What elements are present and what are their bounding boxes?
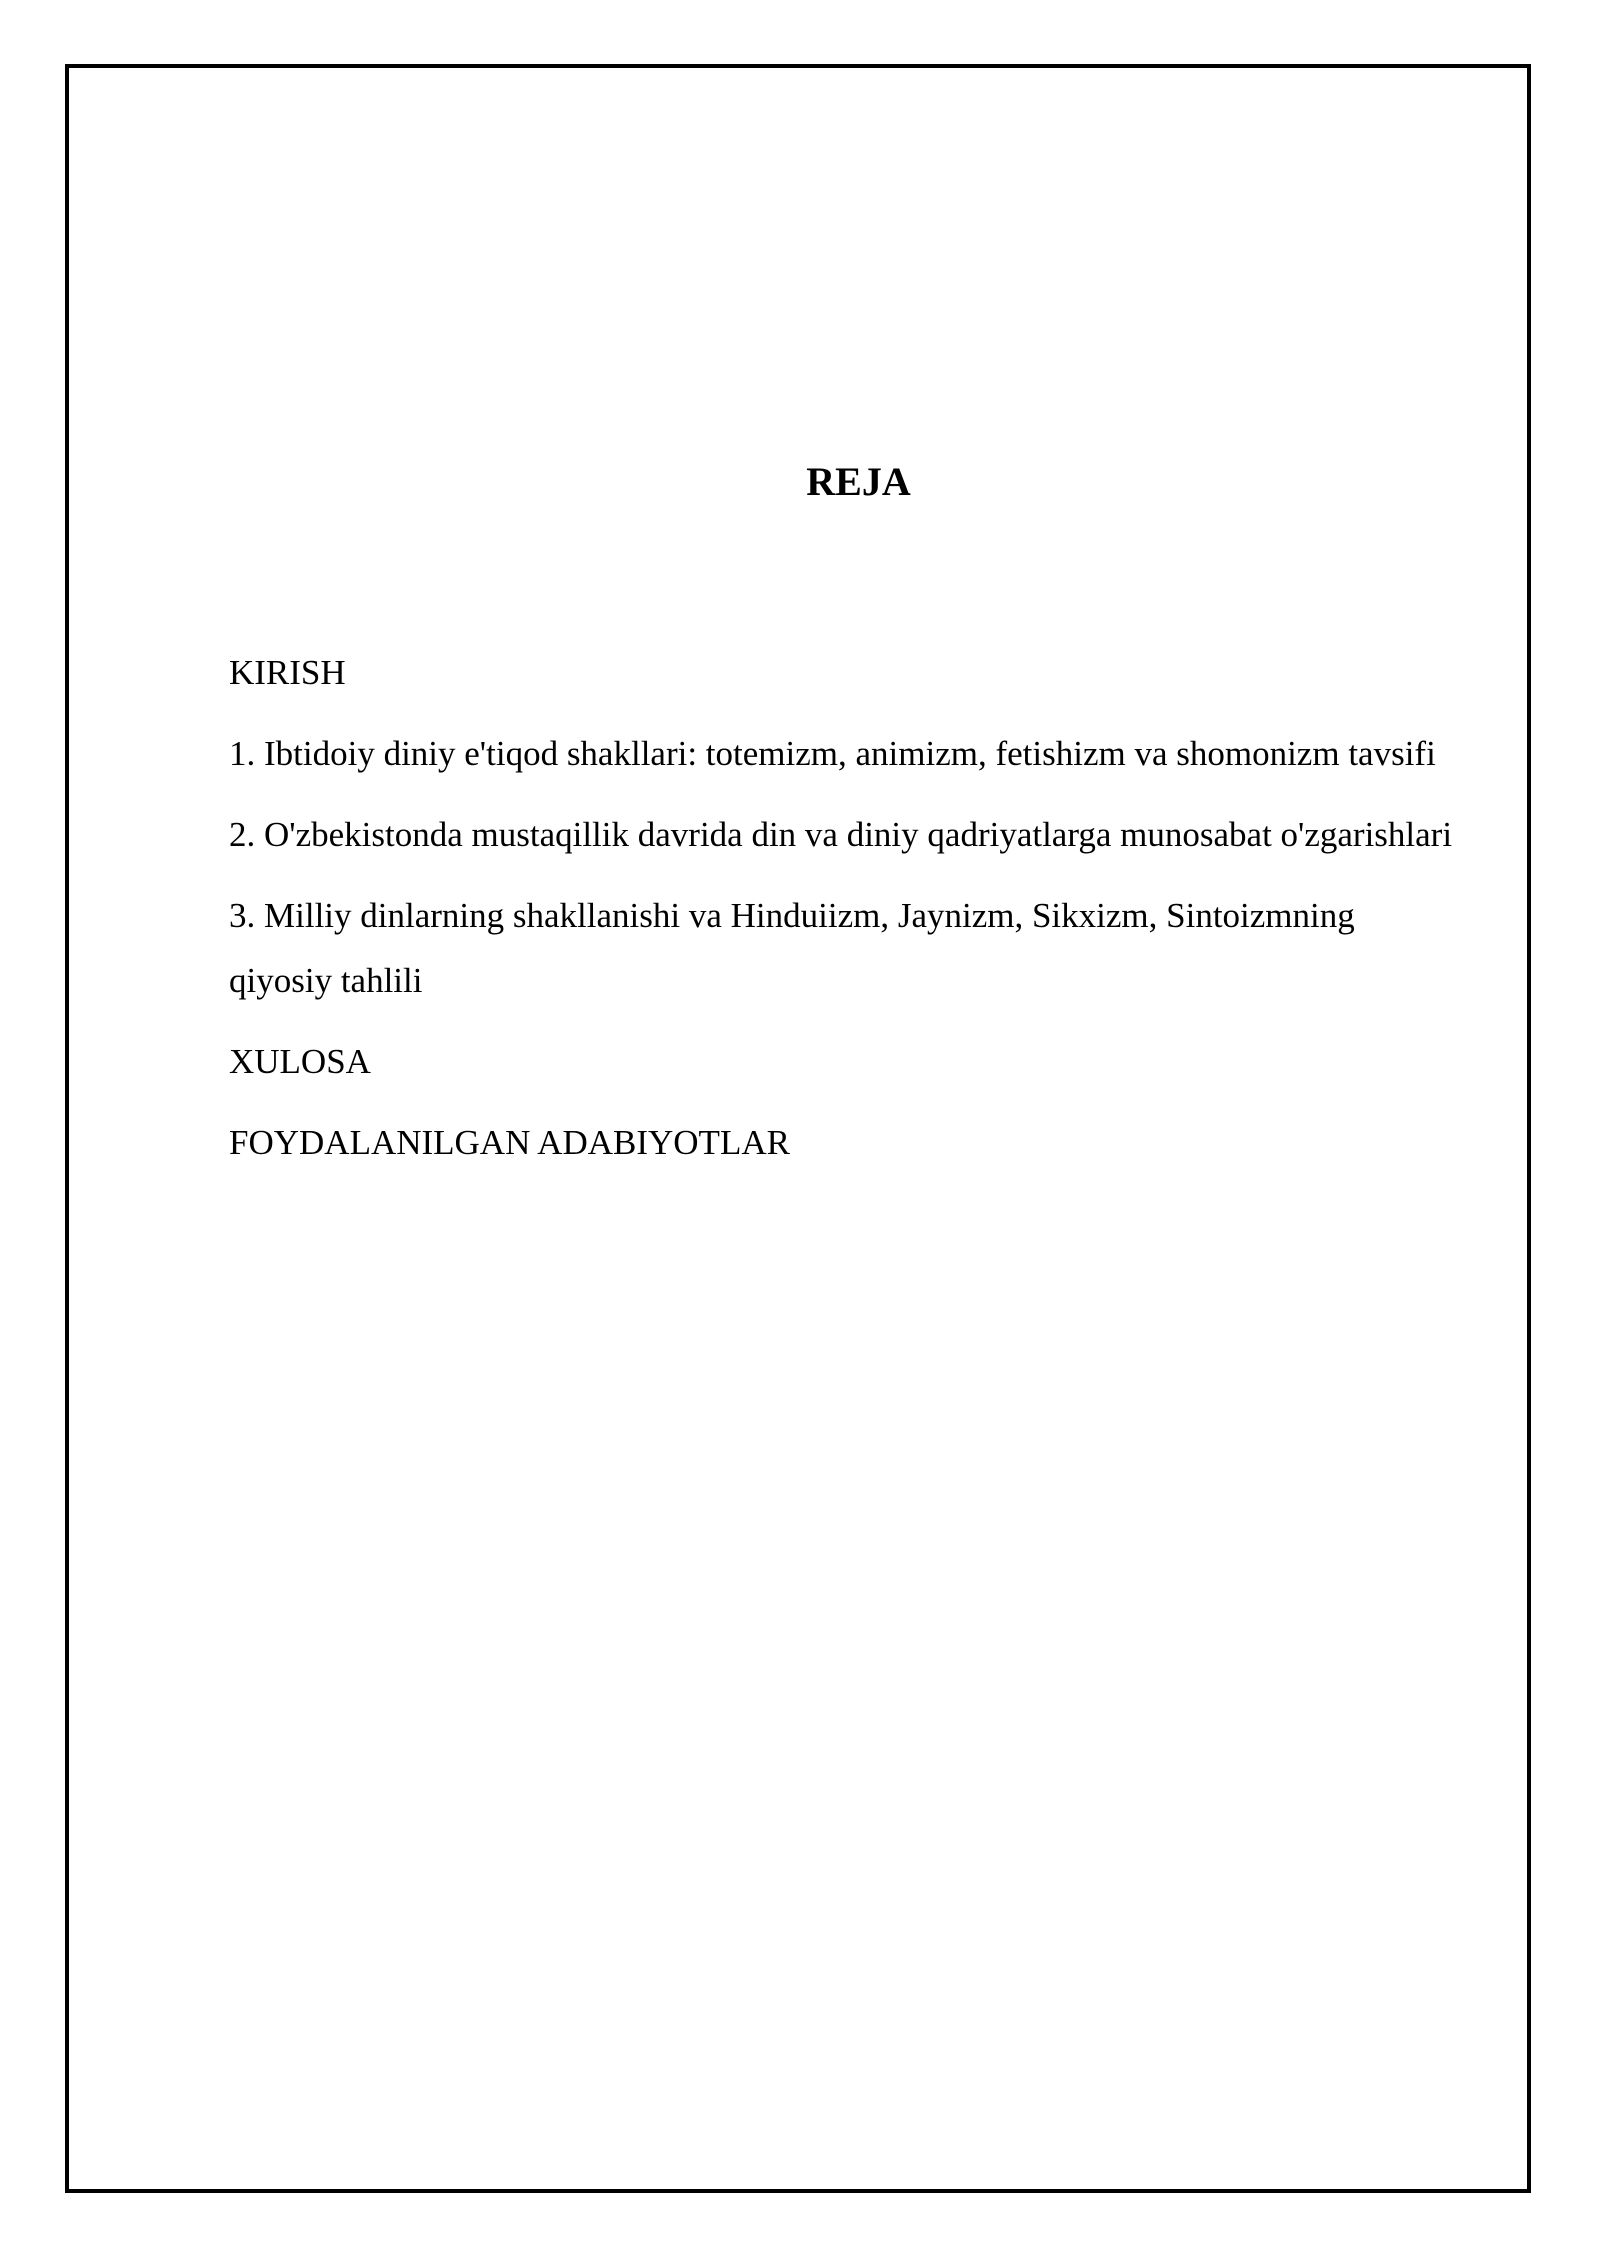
page-title: REJA	[806, 459, 911, 504]
plan-item-2: 2. O'zbekistonda mustaqillik davrida din va diniy qadriyatlarga munosabat o'zgarishlari	[229, 815, 1453, 854]
plan-item-conclusion: XULOSA	[229, 1042, 371, 1081]
plan-item-3: 3. Milliy dinlarning shakllanishi va Hinduiizm, Jaynizm, Sikxizm, Sintoizmning qiyosiy tahlili	[229, 896, 1355, 1000]
plan-list	[229, 640, 1459, 1191]
plan-item-references: FOYDALANILGAN ADABIYOTLAR	[229, 1123, 790, 1162]
plan-item-intro: KIRISH	[229, 653, 346, 692]
plan-item-1: 1. Ibtidoiy diniy e'tiqod shakllari: totemizm, animizm, fetishizm va shomonizm tavsifi	[229, 734, 1436, 773]
